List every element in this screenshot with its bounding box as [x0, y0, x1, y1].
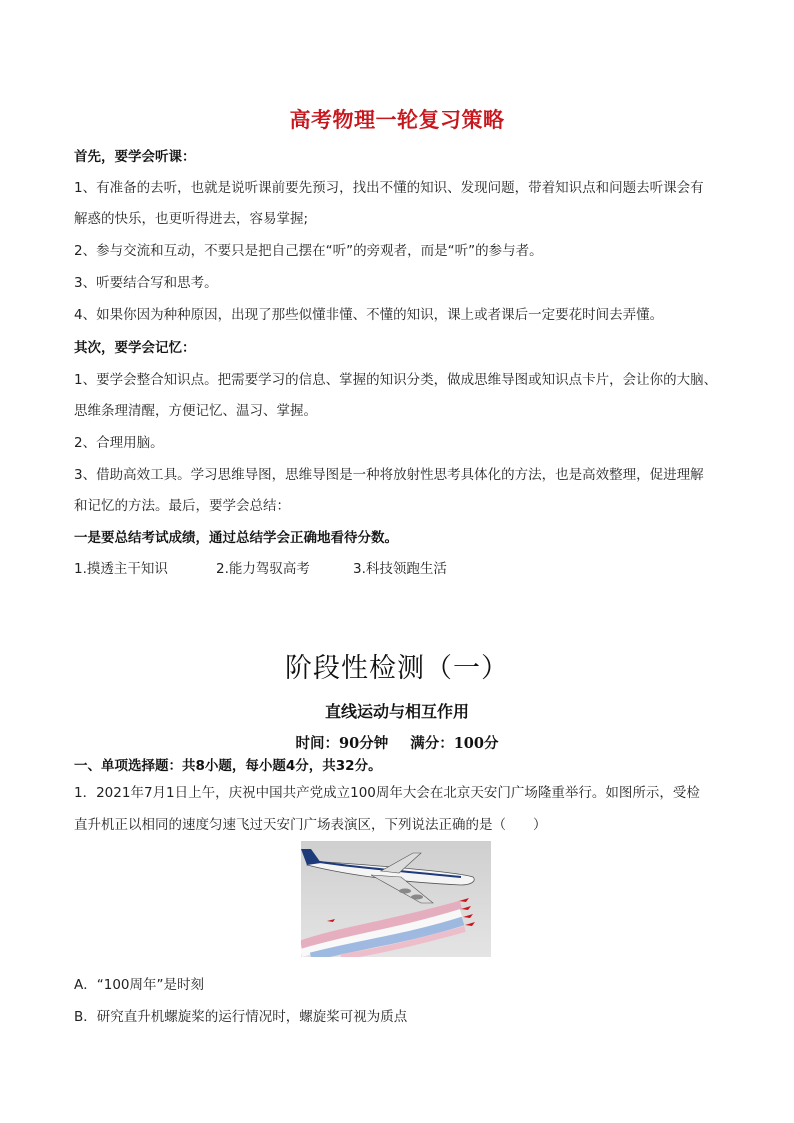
section2-line: 和记忆的方法。最后，要学会总结： [74, 498, 290, 514]
topic-item: 2.能力驾驭高考 [216, 561, 310, 577]
exam-time: 时间：90分钟 [295, 735, 389, 752]
exam-title: 阶段性检测（一） [285, 653, 509, 684]
topic-item: 1.摸透主干知识 [74, 561, 168, 577]
option-a: A．“100周年”是时刻 [74, 977, 204, 993]
section1-line: 3、听要结合写和思考。 [74, 275, 218, 291]
section-heading: 一、单项选择题：共8小题，每小题4分，共32分。 [74, 758, 382, 774]
exam-subtitle: 直线运动与相互作用 [324, 702, 469, 721]
topic-item: 3.科技领跑生活 [353, 561, 447, 577]
section2-heading: 其次，要学会记忆： [74, 340, 196, 356]
section2-line: 1、要学会整合知识点。把需要学习的信息、掌握的知识分类，做成思维导图或知识点卡片，会让你的大脑、 [74, 372, 718, 388]
summary-bold-line: 一是要总结考试成绩，通过总结学会正确地看待分数。 [74, 530, 398, 546]
section1-line: 1、有准备的去听，也就是说听课前要先预习，找出不懂的知识、发现问题，带着知识点和问题去听课会有 [74, 180, 704, 196]
section2-line: 思维条理清醒，方便记忆、温习、掌握。 [74, 403, 317, 419]
option-b: B．研究直升机螺旋桨的运行情况时，螺旋桨可视为质点 [74, 1009, 408, 1025]
section1-heading: 首先，要学会听课： [74, 149, 196, 165]
section1-line: 4、如果你因为种种原因，出现了那些似懂非懂、不懂的知识，课上或者课后一定要花时间去弄懂。 [74, 307, 664, 323]
exam-score: 满分：100分 [410, 735, 499, 752]
section2-line: 2、合理用脑。 [74, 435, 164, 451]
question-line: 直升机正以相同的速度匀速飞过天安门广场表演区，下列说法正确的是（ ） [74, 817, 547, 833]
exam-time-score [0, 732, 794, 753]
airshow-photo [301, 841, 491, 957]
question-line: 1．2021年7月1日上午，庆祝中国共产党成立100周年大会在北京天安门广场隆重举行。如图所示，受检 [74, 785, 700, 801]
section1-line: 解惑的快乐，也更听得进去，容易掌握; [74, 211, 309, 227]
section2-line: 3、借助高效工具。学习思维导图，思维导图是一种将放射性思考具体化的方法，也是高效整理，促进理解 [74, 467, 704, 483]
section1-line: 2、参与交流和互动，不要只是把自己摆在“听”的旁观者，而是“听”的参与者。 [74, 243, 543, 259]
document-title: 高考物理一轮复习策略 [289, 108, 505, 132]
